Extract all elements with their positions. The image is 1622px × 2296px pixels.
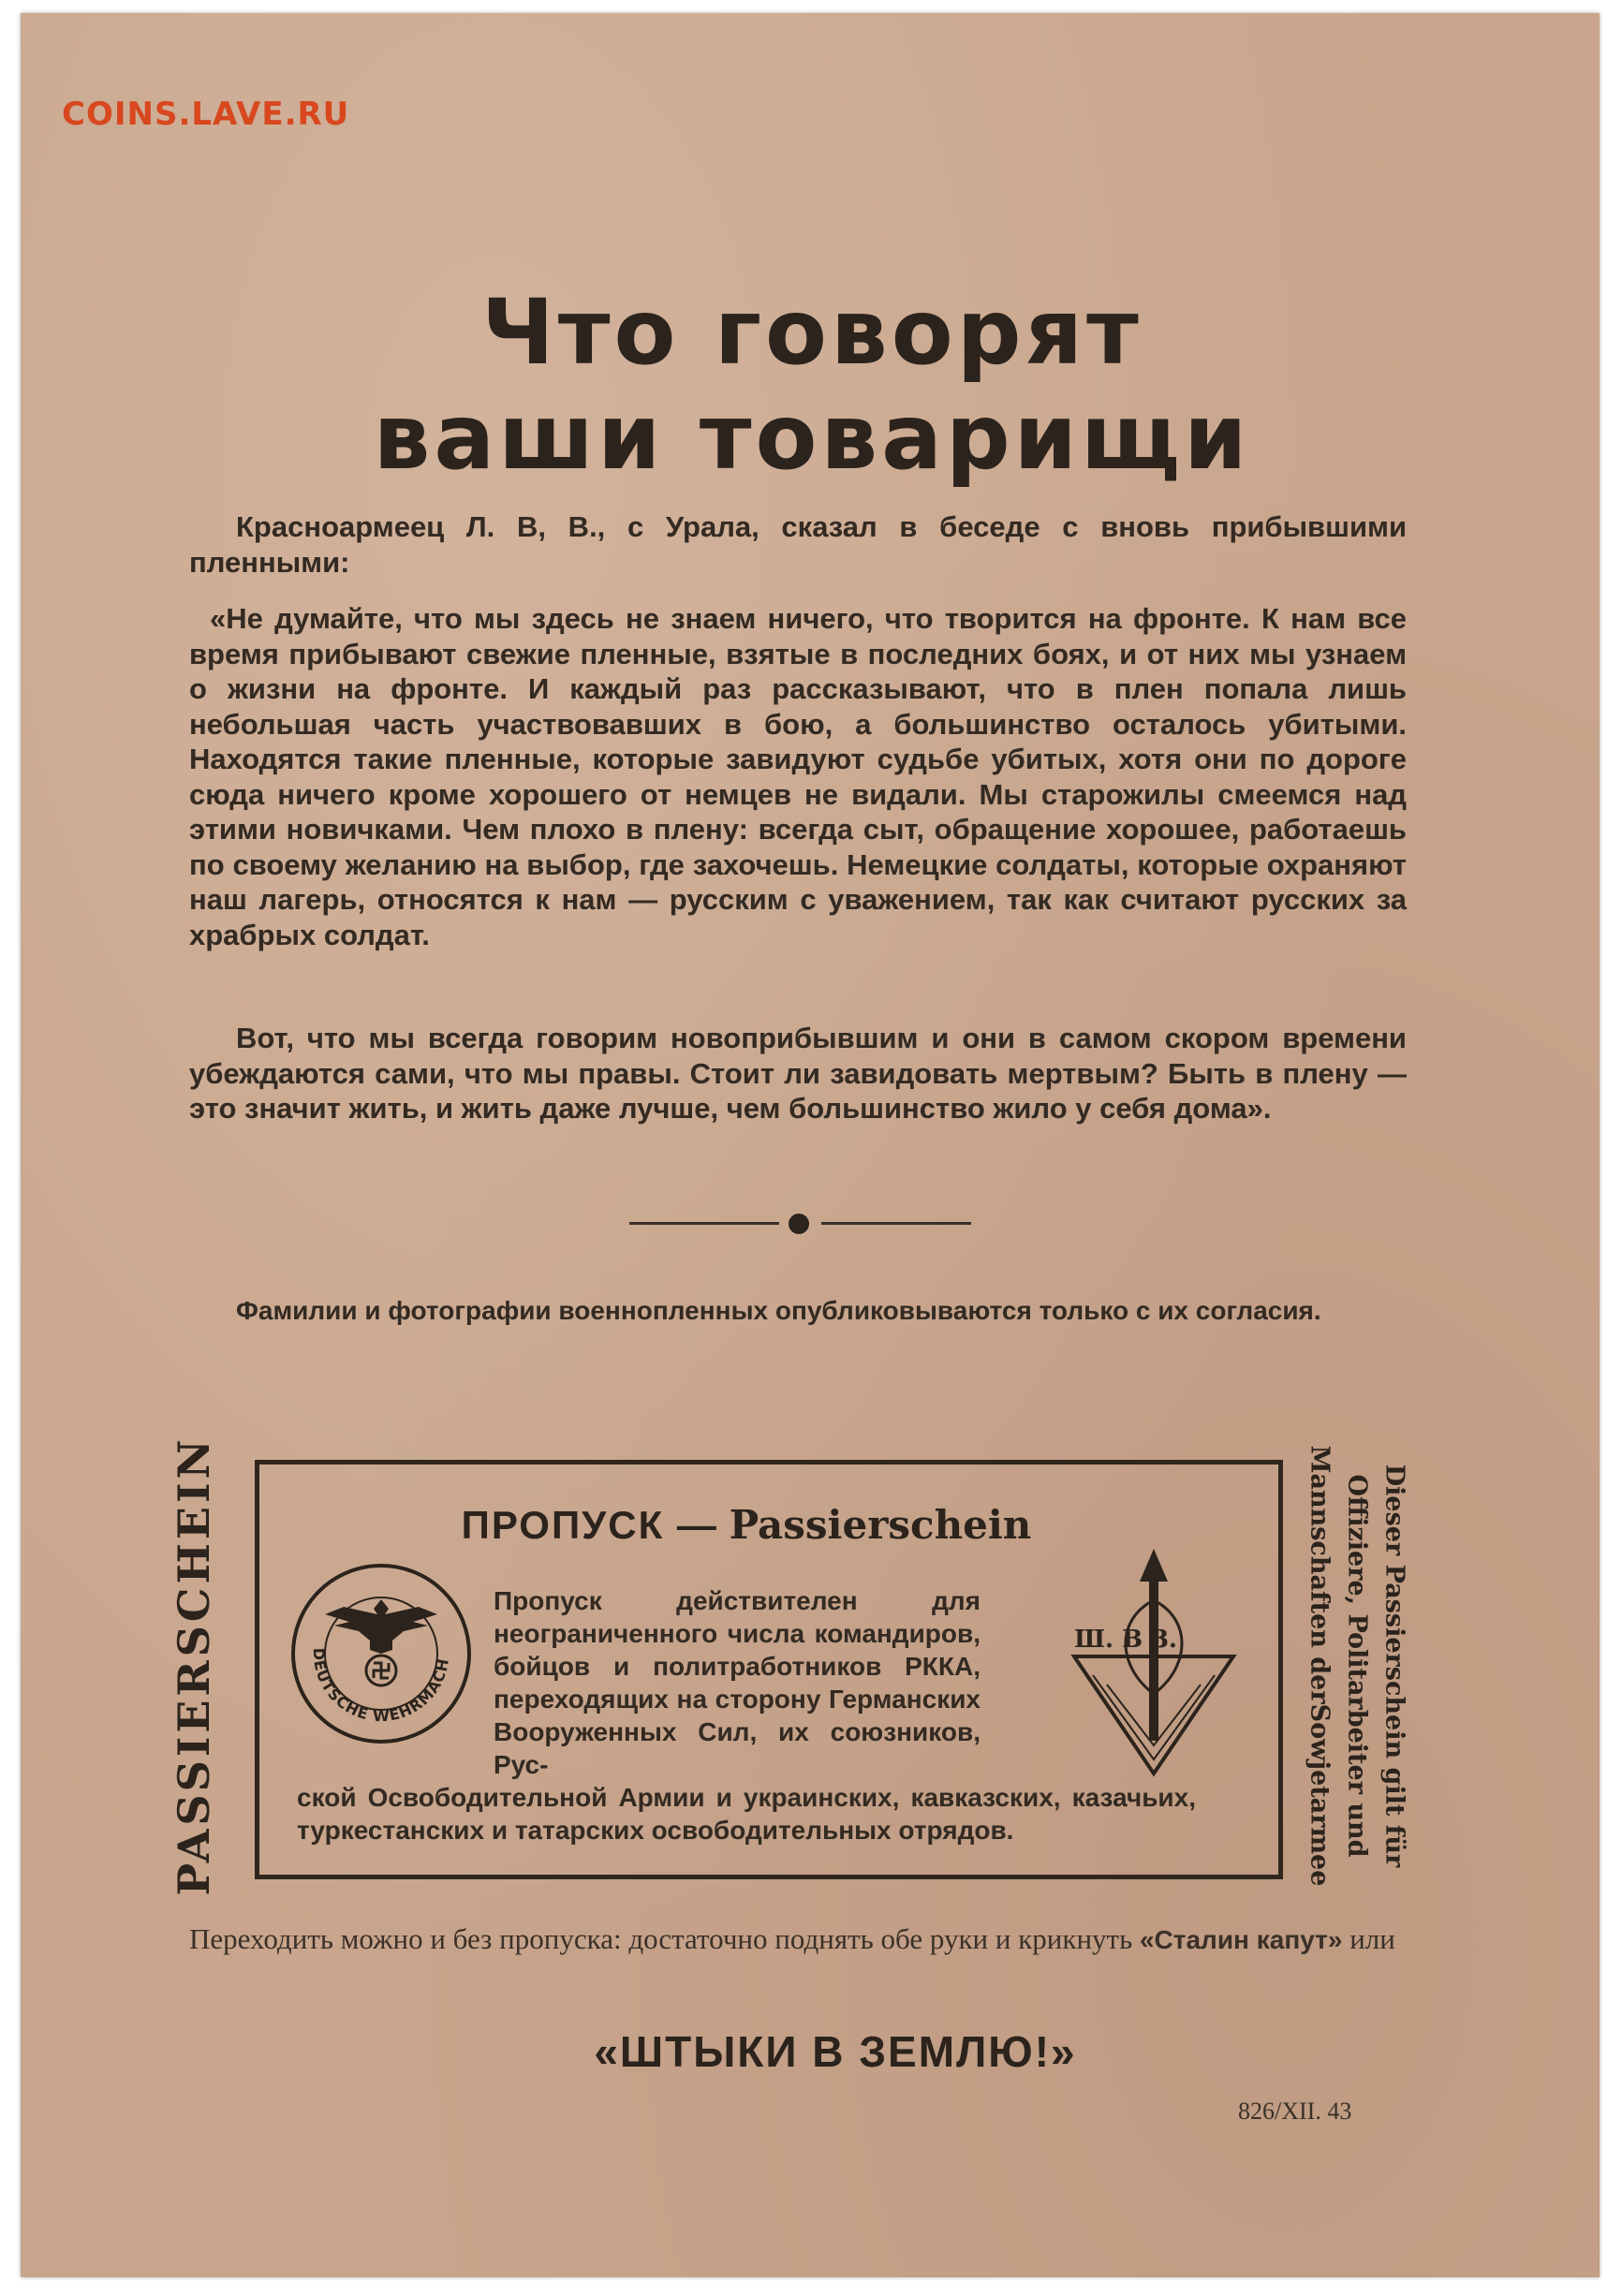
footer-note-text: Переходить можно и без пропуска: достаточно поднять обе руки и крикнуть: [189, 1922, 1133, 1955]
watermark: COINS.LAVE.RU: [62, 96, 350, 133]
passierschein-side-text: PASSIERSCHEIN: [169, 1435, 219, 1896]
divider-dot: [789, 1214, 809, 1234]
page-title: [283, 280, 1341, 490]
divider-line-right: [821, 1222, 971, 1225]
title-line-2: ваши товарищи: [373, 385, 1251, 490]
footer-or: или: [1349, 1922, 1395, 1955]
divider-ornament: [629, 1214, 971, 1232]
divider-line-left: [629, 1222, 779, 1225]
quote-paragraph: «Не думайте, что мы здесь не знаем ничего, что творится на фронте. К нам все время прибывают свежие пленные, взятые в последних боях, и от них мы узнаем о жизни на фронте. И каждый раз рассказывают, что в плен попала лишь небольшая часть участвовавших в бою, а большинство осталось убитыми. Находятся такие пленные, которые завидуют судьбе убитых, хотя они по дороге сюда ничего кроме хорошего от немцев не видали. Мы старожилы смеемся над этими новичками. Чем плохо в плену: всегда сыт, обращение хорошее, работаешь по своему желанию на выбор, где захочешь. Немецкие солдаты, которые охраняют наш лагерь, относятся к нам — русским с уважением, так как считают русских за храбрых солдат.: [189, 602, 1407, 951]
german-note-line-2: Offiziere, Politarbeiter und: [1342, 1474, 1372, 1858]
pass-emblem-icon: [1065, 1544, 1243, 1783]
pass-text-part1: Пропуск действителен для неограниченного числа командиров, бойцов и политработников РККА, переходящих на сторону Германских Вооруженных Сил, их союзников, Рус-: [494, 1586, 981, 1779]
emblem-text: Ш. В З.: [1074, 1626, 1177, 1654]
print-code: 826/XII. 43: [1238, 2097, 1352, 2125]
pass-title-de: Passierschein: [729, 1502, 1032, 1548]
wehrmacht-seal-icon: [288, 1560, 475, 1747]
pass-box: [255, 1460, 1283, 1879]
footer-stalin: «Сталин капут»: [1139, 1925, 1343, 1954]
pass-german-note: [1299, 1445, 1421, 1887]
slogan: «ШТЫКИ В ЗЕМЛЮ!»: [594, 2027, 1077, 2076]
german-note-col-1: [1374, 1450, 1415, 1881]
closing-paragraph: Вот, что мы всегда говорим новоприбывшим и они в самом скором времени убеждаются сами, что мы правы. Стоит ли завидовать мертвым? Быть в плену — это значит жить, и жить даже лучше, чем большинство жило у себя дома».: [189, 1022, 1407, 1125]
pass-title: [437, 1502, 1055, 1548]
consent-note: Фамилии и фотографии военнопленных опубликовываются только с их согласия.: [236, 1296, 1321, 1325]
german-note-line-1: Dieser Passierschein gilt für: [1379, 1464, 1409, 1868]
german-note-line-3: Mannschaften derSowjetarmee: [1305, 1445, 1334, 1887]
german-note-col-3: [1299, 1445, 1340, 1887]
leaflet-sheet: [21, 13, 1600, 2277]
intro-paragraph: Красноармеец Л. В, В., с Урала, сказал в беседе с вновь прибывшими пленными:: [189, 510, 1407, 579]
footer-note: [189, 1919, 1407, 1961]
german-note-col-2: [1336, 1450, 1378, 1881]
pass-title-ru: ПРОПУСК —: [461, 1503, 718, 1547]
passierschein-side-label: [152, 1435, 236, 1896]
pass-text-part2: ской Освободительной Армии и украинских, кавказских, казачьих, туркестанских и татарских освободительных отрядов.: [297, 1783, 1196, 1845]
seal-text: DEUTSCHE WEHRMACH: [309, 1647, 453, 1726]
title-line-1: Что говорят: [481, 280, 1143, 385]
